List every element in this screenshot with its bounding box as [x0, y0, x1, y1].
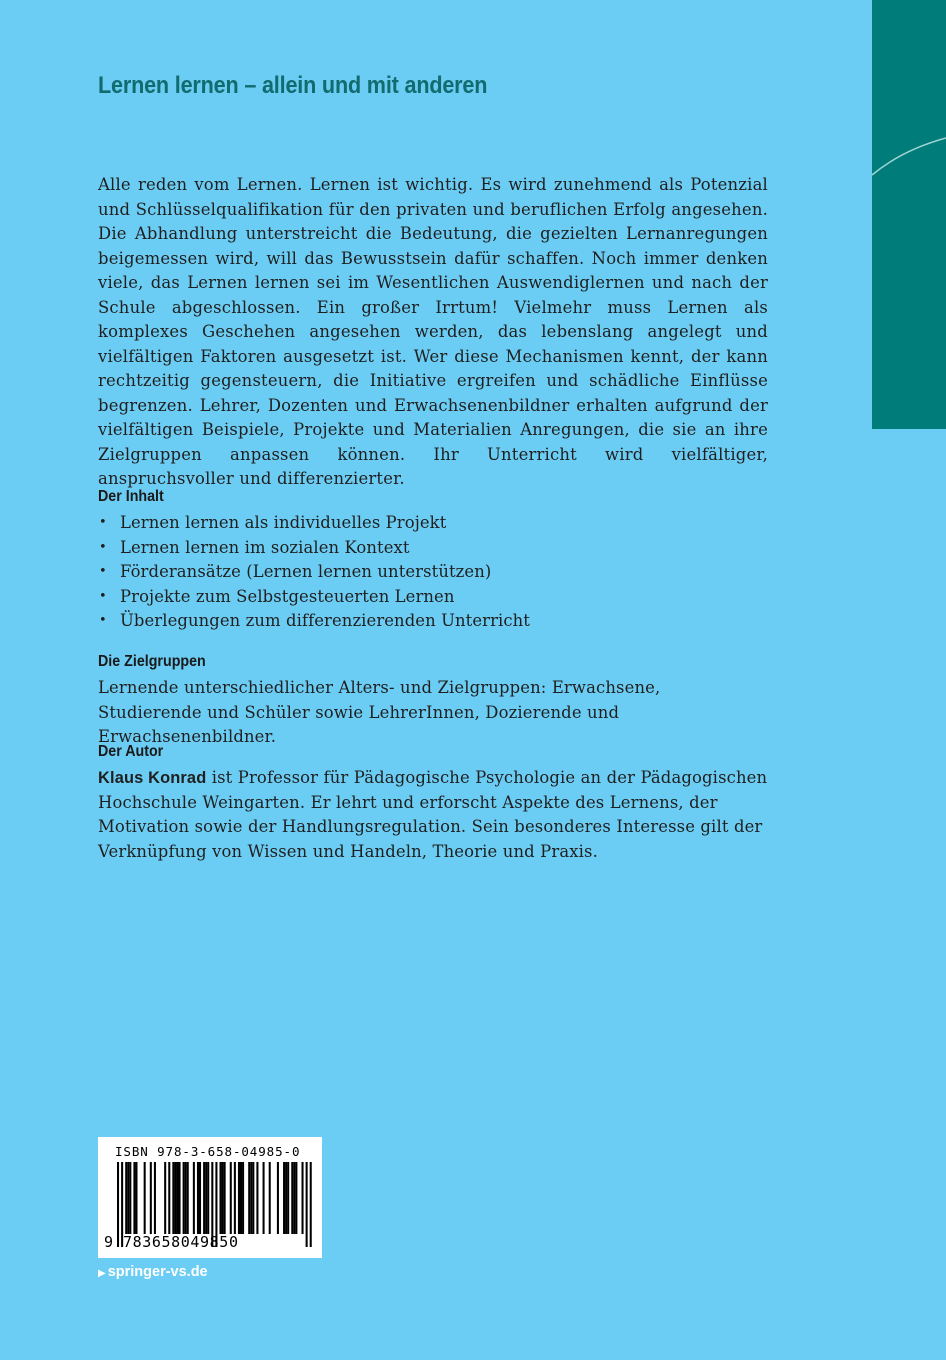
barcode-bar — [179, 1162, 181, 1234]
barcode-bar — [287, 1162, 289, 1234]
barcode-bar — [168, 1162, 170, 1234]
list-item: • Förderansätze (Lernen lernen unterstützen) — [98, 560, 778, 585]
list-item: • Projekte zum Selbstgesteuerten Lernen — [98, 585, 778, 610]
barcode-bar — [154, 1162, 156, 1234]
barcode-bar — [293, 1162, 295, 1234]
barcode-bar — [135, 1162, 137, 1234]
publisher-website[interactable] — [98, 1264, 208, 1280]
barcode-bar — [150, 1162, 152, 1234]
website-link[interactable]: springer-vs.de — [107, 1264, 208, 1280]
inhalt-list — [98, 511, 778, 634]
barcode-bar — [187, 1162, 189, 1234]
list-item: • Lernen lernen als individuelles Projekt — [98, 511, 778, 536]
barcode-bar — [144, 1162, 146, 1234]
arrow-right-icon: ▶ — [98, 1268, 106, 1279]
section-zielgruppen — [98, 653, 768, 750]
section-inhalt — [98, 488, 778, 634]
barcode-bar — [252, 1162, 254, 1234]
barcode-bar — [256, 1162, 258, 1234]
barcode-bar — [224, 1162, 226, 1234]
barcode-bar — [174, 1162, 176, 1234]
swoosh-line — [872, 0, 946, 429]
list-item: • Lernen lernen im sozialen Kontext — [98, 536, 778, 561]
author-name: Klaus Konrad — [98, 769, 207, 787]
barcode-bar — [248, 1162, 250, 1234]
list-item: • Überlegungen zum differenzierenden Unterricht — [98, 609, 778, 634]
ean-first-digit: 9 — [104, 1233, 114, 1251]
section-autor — [98, 743, 770, 864]
barcode-bar — [283, 1162, 285, 1234]
barcode-bar — [302, 1162, 304, 1234]
book-title: Lernen lernen – allein und mit anderen — [98, 72, 488, 99]
barcode-bar — [234, 1162, 236, 1234]
barcode-bar — [291, 1162, 293, 1234]
barcode-bar — [240, 1162, 242, 1234]
barcode-bar — [250, 1162, 252, 1234]
description-paragraph: Alle reden vom Lernen. Lernen ist wichtig. Es wird zunehmend als Potenzial und Schlüsselqualifikation für den privaten und beruflichen Erfolg angesehen. Die Abhandlung unterstreicht die Bedeutung, die gezielten Lernanregungen beigemessen wird, will das Bewusstsein dafür schaffen. Noch immer denken viele, das Lernen lernen sei im Wesentlichen Auswendiglernen und nach der Schule abgeschlossen. Ein großer Irrtum! Vielmehr muss Lernen als komplexes Geschehen angesehen werden, das lebenslang angelegt und vielfältigen Faktoren ausgesetzt ist. Wer diese Mechanismen kennt, der kann rechtzeitig gegensteuern, die Initiative ergreifen und schädliche Einflüsse begrenzen. Lehrer, Dozenten und Erwachsenenbildner erhalten aufgrund der vielfältigen Beispiele, Projekte und Materialien Anregungen, die sie an ihre Zielgruppen anpassen können. Ihr Unterricht wird vielfältiger, anspruchsvoller und differenzierter. — [98, 175, 768, 488]
barcode-bar — [207, 1162, 209, 1234]
barcode-bar — [310, 1162, 312, 1247]
isbn-barcode — [98, 1137, 322, 1258]
barcode-bar — [127, 1162, 129, 1234]
autor-heading: Der Autor — [98, 743, 164, 760]
barcode-bar — [164, 1162, 166, 1234]
barcode-bar — [263, 1162, 265, 1234]
barcode-bar — [277, 1162, 279, 1234]
author-bio: ist Professor für Pädagogische Psychologie an der Pädagogischen Hochschule Weingarten. Er lehrt und erforscht Aspekte des Lernens, der Motivation sowie der Handlungsregulation. Sein besonderes Interesse gilt der Verknüpfung von Wissen und Handeln, Theorie und Praxis. — [98, 768, 768, 861]
barcode-bar — [133, 1162, 135, 1234]
barcode-bar — [183, 1162, 185, 1234]
barcode-bar — [125, 1162, 127, 1234]
autor-text — [98, 766, 770, 864]
barcode-bar — [285, 1162, 287, 1234]
teal-corner-block — [872, 0, 946, 429]
isbn-label: ISBN 978-3-658-04985-0 — [115, 1144, 301, 1159]
barcode-bar — [295, 1162, 297, 1234]
inhalt-heading: Der Inhalt — [98, 488, 164, 505]
barcode-bar — [197, 1162, 199, 1234]
barcode-bar — [176, 1162, 178, 1234]
barcode-bar — [230, 1162, 232, 1234]
barcode-bar — [203, 1162, 205, 1234]
barcode-bar — [199, 1162, 201, 1234]
barcode-bar — [220, 1162, 222, 1234]
barcode-bar — [269, 1162, 271, 1234]
zielgruppen-text: Lernende unterschiedlicher Alters- und Zielgruppen: Erwachsene, Studierende und Schüler sowie LehrerInnen, Dozierende und Erwachsenenbildner. — [98, 678, 661, 746]
barcode-bar — [306, 1162, 308, 1247]
ean-digits: 783658049850 — [123, 1233, 239, 1251]
barcode-bar — [238, 1162, 240, 1234]
zielgruppen-heading: Die Zielgruppen — [98, 653, 206, 670]
barcode-bar — [129, 1162, 131, 1234]
barcode-bar — [205, 1162, 207, 1234]
barcode-bar — [193, 1162, 195, 1234]
barcode-bar — [242, 1162, 244, 1234]
barcode-bar — [222, 1162, 224, 1234]
barcode-bar — [185, 1162, 187, 1234]
barcode-bar — [117, 1162, 119, 1247]
barcode-bar — [172, 1162, 174, 1234]
